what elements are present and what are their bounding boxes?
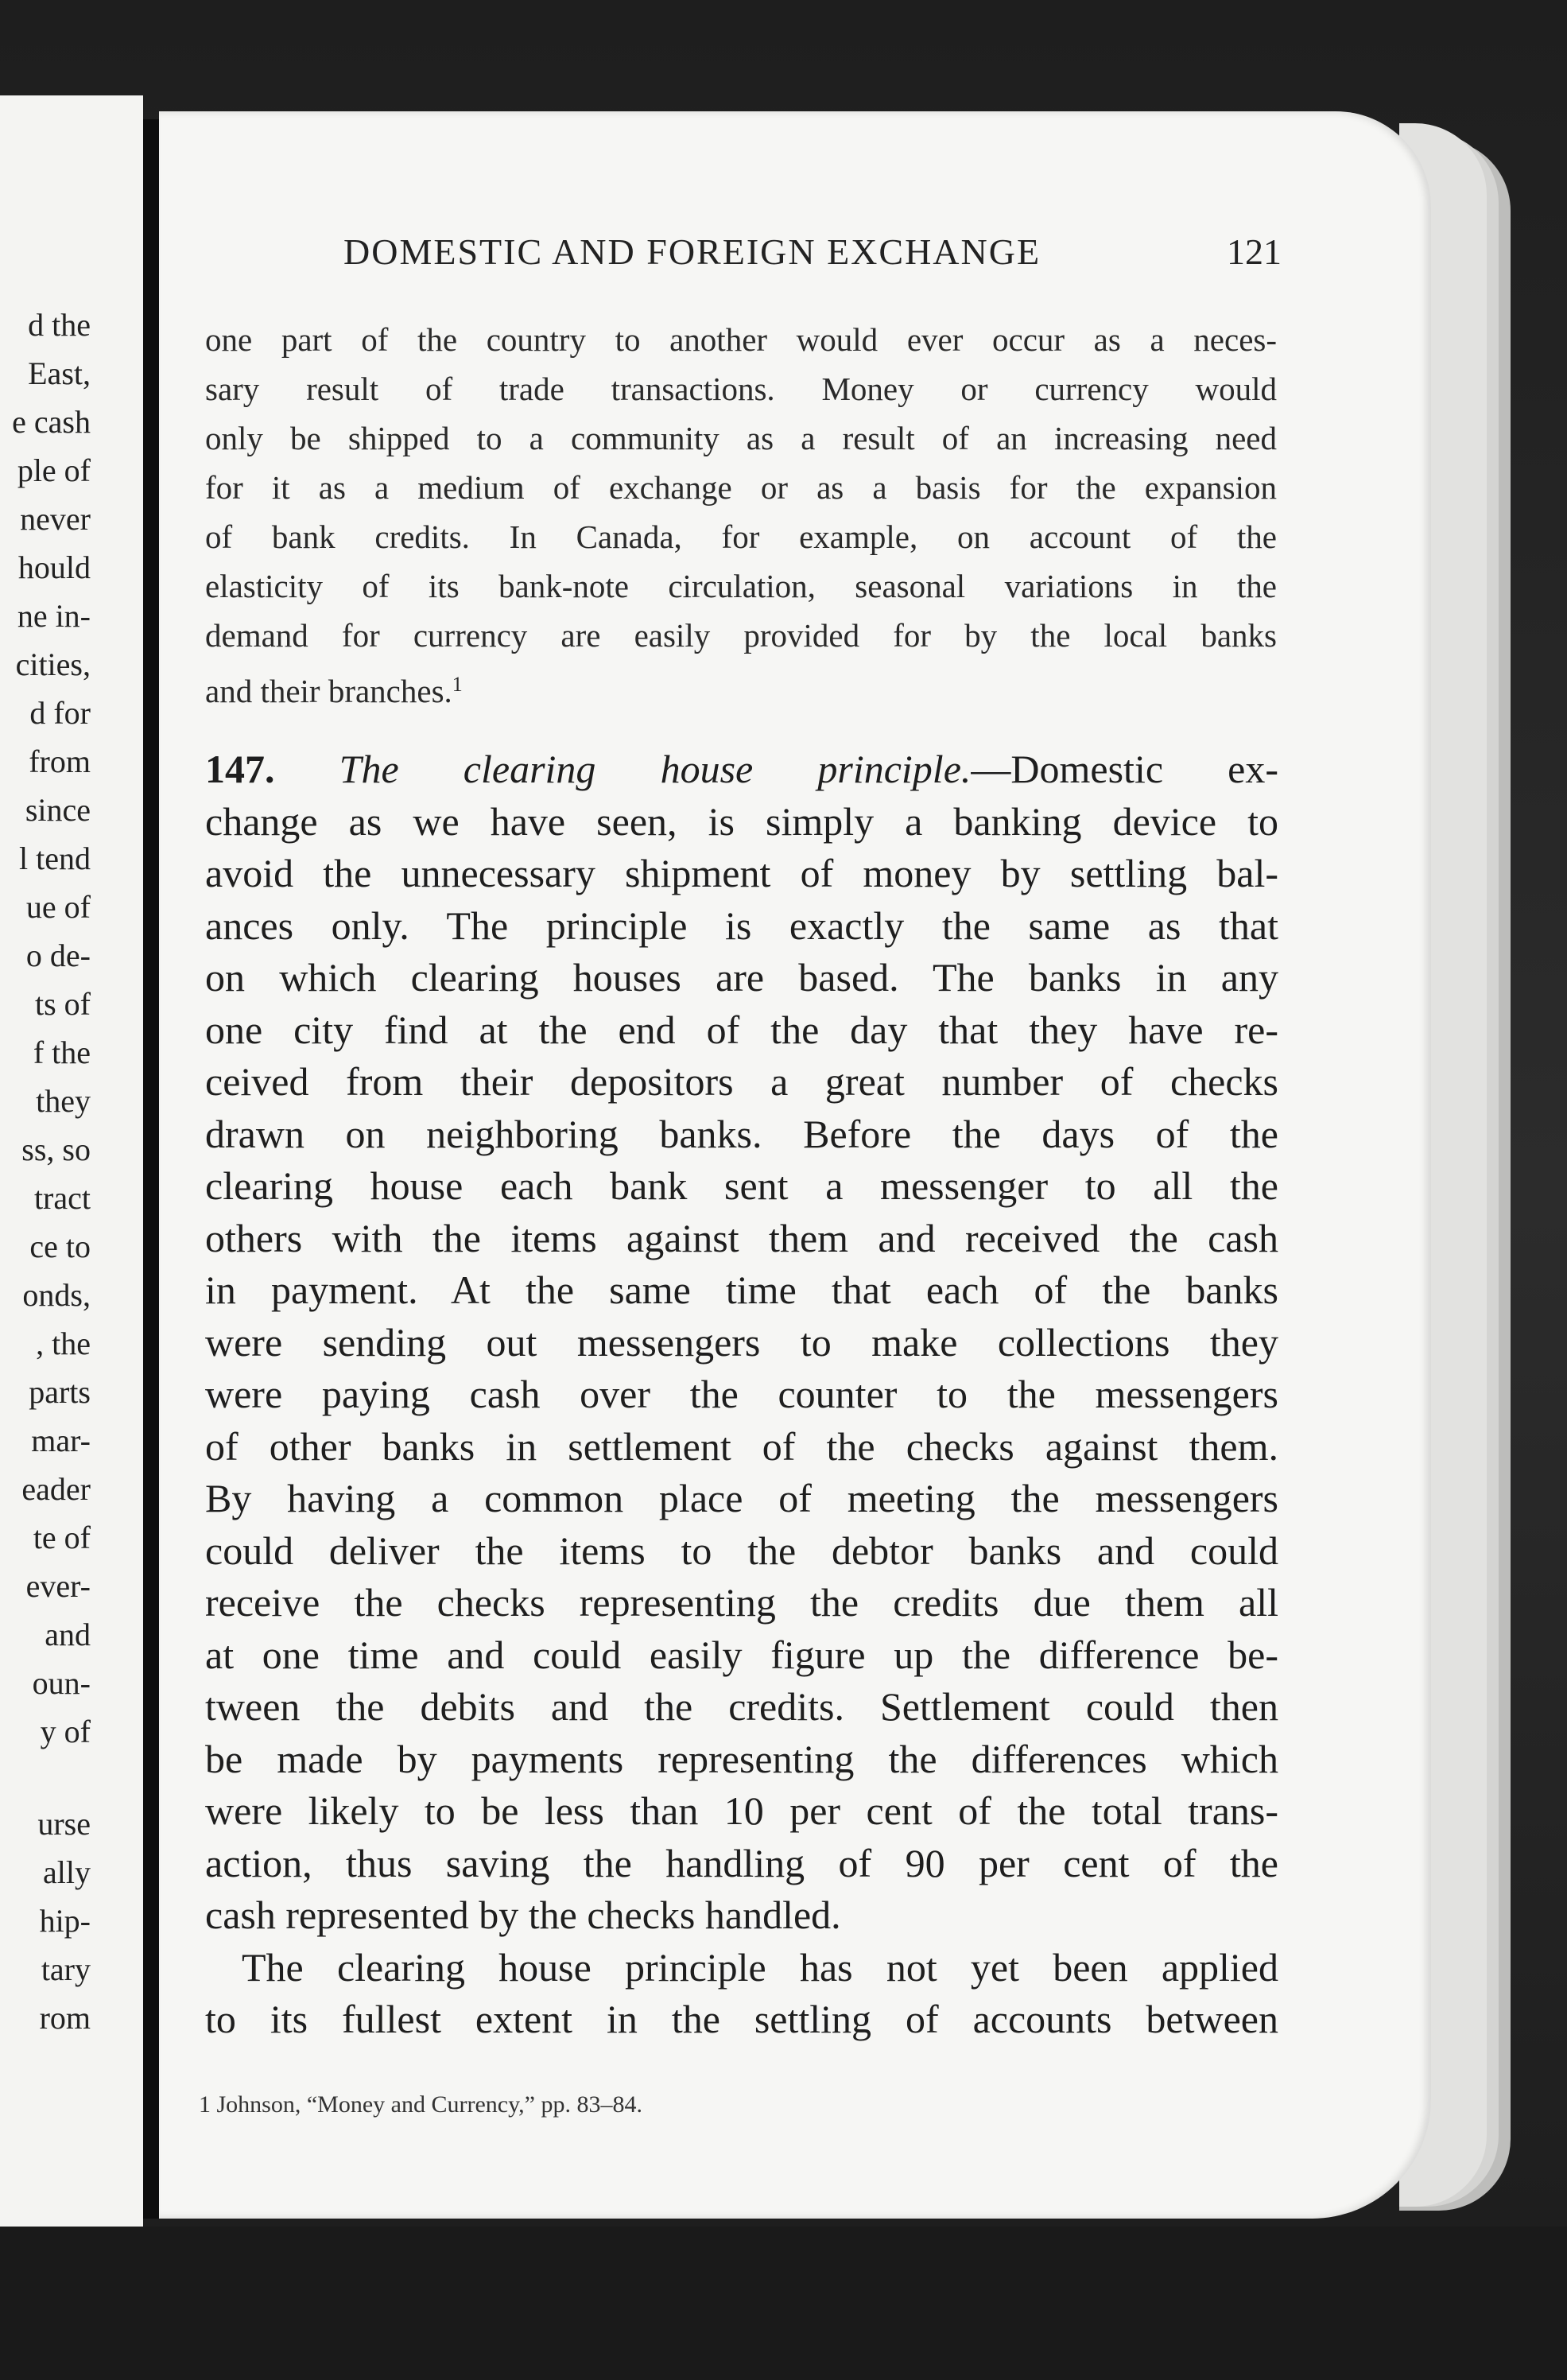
left-page-fragment: e cash: [12, 404, 91, 440]
section-title: The clearing house principle.: [339, 747, 972, 791]
left-page-fragment: ce to: [29, 1229, 91, 1264]
text-line: ances only. The principle is exactly the same as that: [205, 903, 1278, 948]
left-page-fragment: since: [25, 792, 91, 828]
left-page-fragment: d the: [28, 307, 91, 343]
left-page-fragment: ne in-: [17, 598, 91, 634]
text-line: ceived from their depositors a great number of checks: [205, 1059, 1278, 1104]
left-page-fragment: l tend: [19, 841, 91, 876]
previous-paragraph: [205, 315, 1277, 709]
text-line: only be shipped to a community as a result of an increasing need: [205, 420, 1277, 456]
text-line: action, thus saving the handling of 90 per cent of the: [205, 1840, 1278, 1885]
text-line: for it as a medium of exchange or as a basis for the expansion: [205, 469, 1277, 506]
text-line: were paying cash over the counter to the messengers: [205, 1372, 1278, 1416]
running-head: DOMESTIC AND FOREIGN EXCHANGE: [343, 231, 1041, 272]
text-line: in payment. At the same time that each of the banks: [205, 1268, 1278, 1312]
section-heading-line: [205, 744, 1278, 796]
left-page-fragment: urse: [37, 1806, 91, 1842]
left-page-fragment: they: [36, 1083, 91, 1119]
left-page-fragment: never: [20, 501, 91, 537]
footnote-marker: 1: [452, 673, 463, 696]
text-line: of other banks in settlement of the checks against them.: [205, 1423, 1278, 1469]
left-page-fragment: ue of: [25, 889, 91, 925]
left-page-fragment: tract: [33, 1180, 91, 1216]
section-number: 147.: [205, 747, 275, 791]
section-147: [205, 744, 1278, 2046]
left-page-fragment: oun-: [32, 1665, 91, 1701]
text-line: were likely to be less than 10 per cent of the total trans-: [205, 1788, 1278, 1833]
film-bottom-margin: [0, 2227, 1567, 2380]
text-line: one part of the country to another would ever occur as a neces-: [205, 321, 1277, 358]
text-line: clearing house each bank sent a messenger to all the: [205, 1163, 1278, 1208]
text-line: The clearing house principle has not yet been applied: [242, 1944, 1278, 1990]
left-page-fragment: eader: [21, 1471, 91, 1507]
left-page-fragment: ss, so: [21, 1132, 91, 1167]
left-page-fragment: ts of: [35, 986, 91, 1022]
left-page-fragment: ever-: [25, 1568, 91, 1604]
text-line: elasticity of its bank-note circulation, seasonal variations in the: [205, 568, 1277, 604]
left-page-fragment: cities,: [15, 646, 91, 682]
text-line: to its fullest extent in the settling of accounts between: [205, 1997, 1278, 2041]
text-line: be made by payments representing the differences which: [205, 1736, 1278, 1781]
text-line: could deliver the items to the debtor banks and could: [205, 1528, 1278, 1573]
text-line: By having a common place of meeting the messengers: [205, 1476, 1278, 1520]
left-page-fragment: parts: [29, 1374, 91, 1410]
left-page-fragment: ple of: [17, 452, 91, 488]
left-page-fragment: ally: [43, 1854, 91, 1890]
left-page-fragment: tary: [41, 1951, 91, 1987]
text-line: others with the items against them and received the cash: [205, 1215, 1278, 1260]
text-line: cash represented by the checks handled.: [205, 1893, 841, 1937]
text-line: drawn on neighboring banks. Before the days of the: [205, 1111, 1278, 1156]
left-page-fragment: from: [29, 744, 91, 779]
left-page-fragment: hould: [17, 549, 91, 585]
text-line-content: and their branches.: [205, 673, 452, 709]
text-line: one city find at the end of the day that they have re-: [205, 1007, 1278, 1052]
left-page-fragment: rom: [39, 2000, 91, 2036]
text-line: demand for currency are easily provided for by the local banks: [205, 617, 1277, 654]
text-line: [205, 660, 1277, 709]
left-page-fragment: y of: [40, 1714, 91, 1749]
text-line: were sending out messengers to make collections they: [205, 1319, 1278, 1365]
text-line: of bank credits. In Canada, for example, on account of the: [205, 518, 1277, 555]
left-page-fragment: East,: [28, 355, 91, 391]
text-line: on which clearing houses are based. The banks in any: [205, 955, 1278, 1000]
text-line: at one time and could easily figure up the difference be-: [205, 1632, 1278, 1677]
text-line: sary result of trade transactions. Money or currency would: [205, 371, 1277, 407]
left-page-fragment: te of: [33, 1520, 91, 1555]
section-first-line-rest: —Domestic ex-: [971, 747, 1279, 791]
left-page-fragment: f the: [33, 1035, 91, 1070]
page-number: 121: [1227, 231, 1282, 272]
left-page-fragment: onds,: [22, 1277, 91, 1313]
text-line: tween the debits and the credits. Settlement could then: [205, 1684, 1278, 1729]
left-page-fragment: d for: [29, 695, 91, 731]
text-line: change as we have seen, is simply a banking device to: [205, 798, 1278, 844]
left-page-fragment: , the: [36, 1326, 91, 1361]
text-line: receive the checks representing the credits due them all: [205, 1580, 1278, 1625]
left-page-fragment: o de-: [25, 938, 91, 973]
left-facing-page: [0, 95, 143, 2234]
footnote: 1 Johnson, “Money and Currency,” pp. 83–84.: [199, 2091, 642, 2118]
left-page-fragment: mar-: [31, 1423, 91, 1458]
page-header: [343, 231, 1282, 294]
left-page-fragment: and: [45, 1617, 91, 1652]
text-line: avoid the unnecessary shipment of money by settling bal-: [205, 851, 1278, 895]
left-page-fragment: hip-: [39, 1903, 91, 1939]
